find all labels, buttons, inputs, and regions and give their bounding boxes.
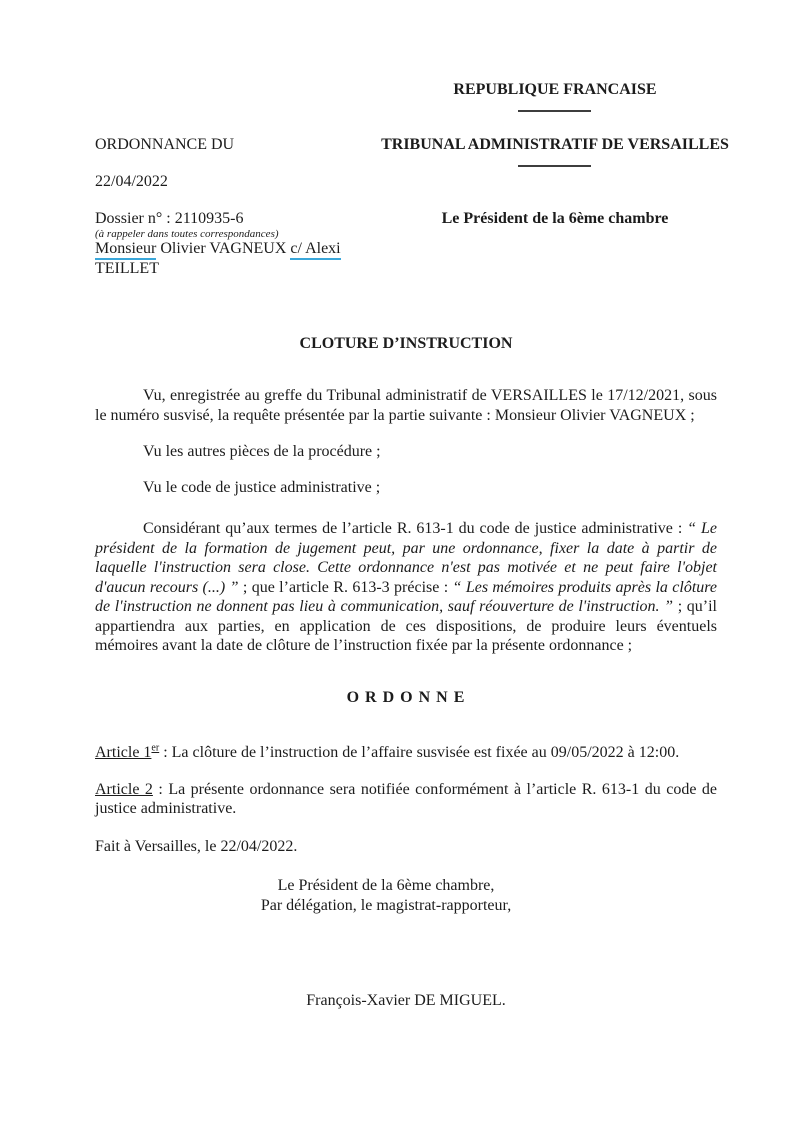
tribunal-heading: TRIBUNAL ADMINISTRATIF DE VERSAILLES bbox=[381, 136, 729, 153]
signature-title-line-2: Par délégation, le magistrat-rapporteur, bbox=[260, 896, 512, 914]
signatory-name: François-Xavier DE MIGUEL. bbox=[306, 992, 506, 1009]
document-title: CLOTURE D’INSTRUCTION bbox=[299, 335, 513, 352]
signature-title-line-1: Le Président de la 6ème chambre, bbox=[277, 877, 495, 894]
considerant-paragraph: Considérant qu’aux termes de l’article R. 613-1 du code de justice administrative : “ Le président de la formation de jugement peut, par une ordonnance, fixer la date à partir de laquelle l'instruction sera close. Cette ordonnance n'est pas motivée et ne peut faire l'objet d'aucun recours (...) ” ; que l’article R. 613-3 précise : “ Les mémoires produits après la clôture de l'instruction ne donnent pas lieu à communication, sauf réouverture de l'instruction. ” ; qu’il appartiendra aux parties, en application de ces dispositions, de produire leurs éventuels mémoires avant la date de clôture de l’instruction fixée par la présente ordonnance ; bbox=[95, 520, 718, 654]
ordonnance-du-label: ORDONNANCE DU bbox=[95, 136, 235, 153]
article-2: Article 2 : La présente ordonnance sera notifiée conformément à l’article R. 613-1 du code de justice administrative. bbox=[95, 780, 718, 817]
recital-code: Vu le code de justice administrative ; bbox=[143, 478, 381, 496]
letterhead-rule-1 bbox=[518, 110, 591, 112]
recital-registration: Vu, enregistrée au greffe du Tribunal administratif de VERSAILLES le 17/12/2021, sous le numéro susvisé, la requête présentée par la partie suivante : Monsieur Olivier VAGNEUX ; bbox=[95, 387, 717, 424]
dossier-number: Dossier n° : 2110935-6 bbox=[95, 210, 244, 227]
article-1: Article 1er : La clôture de l’instruction de l’affaire susvisée est fixée au 09/05/2022 à 12:00. bbox=[95, 742, 680, 761]
place-date-line: Fait à Versailles, le 22/04/2022. bbox=[95, 837, 298, 855]
ordonne-heading: O R D O N N E bbox=[346, 688, 466, 706]
correspondence-note: (à rappeler dans toutes correspondances) bbox=[95, 228, 279, 240]
letterhead-rule-2 bbox=[518, 165, 591, 167]
republique-heading: REPUBLIQUE FRANCAISE bbox=[453, 81, 657, 98]
party-names: Monsieur Olivier VAGNEUX c/ Alexi TEILLET bbox=[95, 240, 341, 277]
chamber-president-heading: Le Président de la 6ème chambre bbox=[441, 210, 669, 227]
document-body bbox=[95, 386, 717, 1011]
signature-block bbox=[95, 876, 717, 915]
recital-pieces: Vu les autres pièces de la procédure ; bbox=[143, 443, 381, 460]
order-date: 22/04/2022 bbox=[95, 173, 168, 190]
